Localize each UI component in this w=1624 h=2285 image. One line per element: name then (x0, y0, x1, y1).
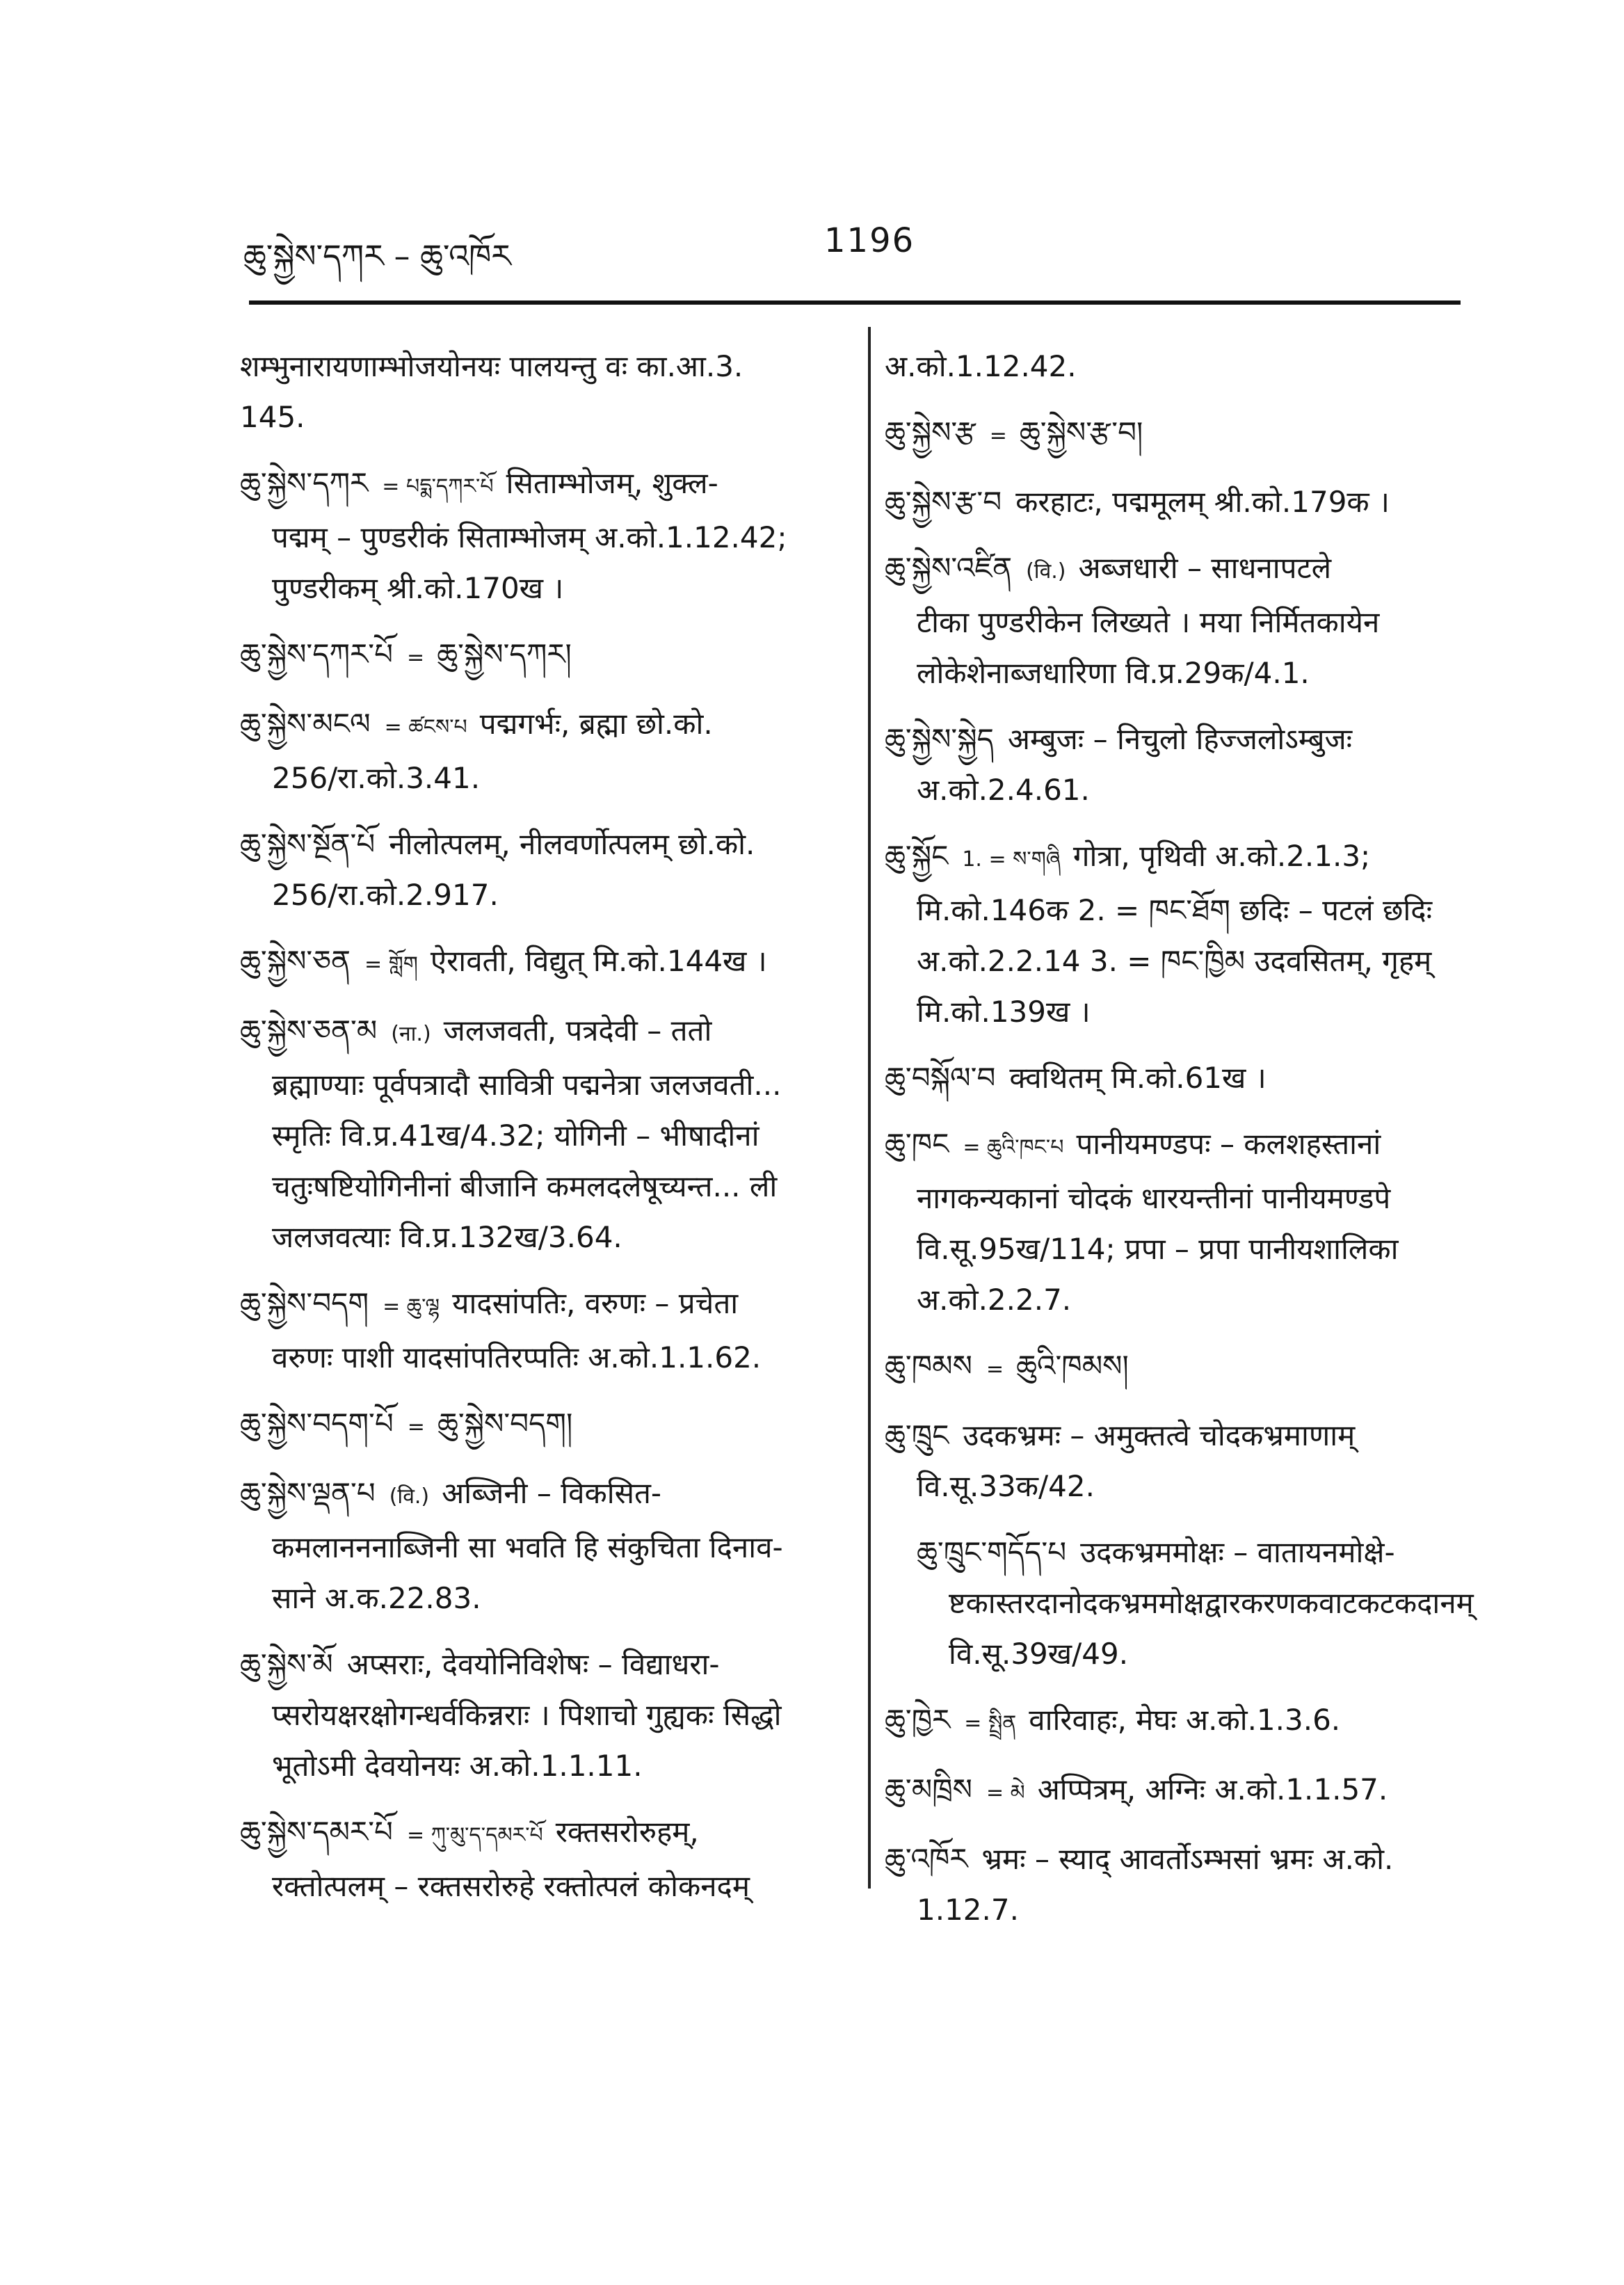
entry-line (240, 1212, 852, 1262)
dictionary-entry (885, 1340, 1490, 1395)
entry-line (885, 986, 1490, 1037)
column-divider (868, 327, 871, 1889)
entry-text: 256/रा.को.3.41. (272, 761, 481, 795)
entry-line (885, 648, 1490, 698)
entry-line (885, 1694, 1490, 1749)
entry-headword: ཆུ་སྐྱེས་མངལ (240, 707, 371, 741)
entry-text: जलजवत्याः वि.प्र.132ख/3.64. (272, 1220, 622, 1254)
entry-text: पद्मगर्भः, ब्रह्मा छो.को. (479, 707, 713, 741)
entry-text: उदकभ्रमः – अमुक्तत्वे चोदकभ्रमाणाम् (963, 1418, 1356, 1452)
dictionary-entry (885, 831, 1490, 1037)
dictionary-entry (240, 1398, 852, 1452)
entry-line (885, 1884, 1490, 1935)
dictionary-entry (240, 819, 852, 920)
entry-text: शम्भुनारायणाम्भोजयोनयः पालयन्तु वः का.आ.3. (240, 349, 743, 383)
entry-line (240, 512, 852, 563)
entry-text: भ्रमः – स्याद् आवर्तोऽम्भसां भ्रमः अ.को. (981, 1842, 1394, 1876)
entry-headword: ཆུ་སྐྱེས་རྩ (885, 415, 976, 449)
dictionary-entry (885, 1694, 1490, 1749)
entry-line (240, 1861, 852, 1911)
entry-tag: = (407, 1415, 425, 1439)
entry-tag: = (989, 424, 1007, 448)
dictionary-entry (240, 1468, 852, 1623)
dictionary-entry (240, 698, 852, 803)
entry-text: अ.को.2.2.7. (917, 1283, 1072, 1317)
entry-tag: = གློག (364, 952, 418, 977)
entry-line (240, 1806, 852, 1861)
entry-headword: ཆུ་སྐྱེས་རྩ་བ (885, 485, 1002, 519)
dictionary-entry (885, 1052, 1490, 1103)
entry-headword: ཆུ་སྐྱེས་སྐྱེད (885, 722, 994, 756)
entry-line (885, 1224, 1490, 1274)
entry-text: साने अ.क.22.83. (272, 1581, 481, 1615)
entry-text: कमलानननाब्जिनी सा भवति हि संकुचिता दिनाव- (272, 1530, 783, 1564)
entry-line (240, 341, 852, 392)
entry-line (885, 597, 1490, 648)
entry-line (917, 1578, 1490, 1628)
dictionary-entry (240, 1639, 852, 1791)
entry-text: अप्पित्रम्, अग्निः अ.को.1.1.57. (1037, 1772, 1388, 1806)
entry-text: पुण्डरीकम् श्री.को.170ख । (272, 571, 564, 605)
entry-tag: = སྤྲིན (964, 1711, 1017, 1735)
entry-text: जलजवती, पत्रदेवी – ततो (443, 1013, 712, 1048)
entry-line (885, 831, 1490, 885)
entry-text: पद्मम् – पुण्डरीकं सिताम्भोजम् अ.को.1.12.42; (272, 520, 787, 554)
entry-tag: = ཀུ་མུ་ད་དམར་པོ (406, 1823, 543, 1847)
entry-line (885, 936, 1490, 986)
dictionary-entry (885, 543, 1490, 698)
dictionary-entry (885, 476, 1490, 527)
entry-text: क्वथितम् मि.को.61ख । (1009, 1061, 1267, 1095)
entry-tag: = ཚངས་པ (384, 715, 467, 739)
entry-line (885, 1119, 1490, 1173)
entry-headword: ཆུ་སྐྱེས་འཛིན (885, 551, 1013, 585)
entry-headword: ཆུ་ཁྲུང་གདོད་པ (917, 1535, 1067, 1569)
entry-line (240, 1468, 852, 1522)
entry-line (885, 714, 1490, 764)
dictionary-entry (240, 629, 852, 683)
entry-text: ष्टकास्तरदानोदकभ्रममोक्षद्वारकरणकवाटकटकदानम् (949, 1586, 1474, 1620)
dictionary-entry (885, 1119, 1490, 1325)
entry-headword: ཆུ་མཁྲིས (885, 1772, 972, 1806)
entry-headword: ཆུ་སྐྱེས་དཀར (240, 466, 369, 500)
entry-text: टीका पुण्डरीकेन लिख्यते । मया निर्मितकायेन (917, 605, 1380, 639)
entry-text: वि.सू.95ख/114; प्रपा – प्रपा पानीयशालिका (917, 1232, 1399, 1266)
entry-line (240, 1278, 852, 1332)
entry-line (240, 936, 852, 990)
entry-headword: ཆུ་སྐྱེས་ཅན་མ (240, 1013, 378, 1048)
entry-headword: ཆུ་འཁོར (885, 1842, 968, 1876)
entry-headword: ཆུ་ཁྲུང (885, 1418, 949, 1452)
entry-line (240, 1690, 852, 1740)
entry-text: ཆུ་སྐྱེས་དཀར། (437, 637, 572, 671)
entry-tag: = པདྨ་དཀར་པོ (382, 474, 494, 499)
entry-headword: ཆུ་སྐྱེས་ལྡན་པ (240, 1476, 376, 1510)
entry-line (240, 819, 852, 869)
entry-text: अब्जिनी – विकसित- (442, 1476, 662, 1510)
entry-headword: ཆུ་བསྐོལ་བ (885, 1061, 996, 1095)
left-column (240, 341, 852, 1927)
entry-headword: ཆུ་སྐྱེས་དཀར་པོ (240, 637, 394, 671)
entry-text: रक्तोत्पलम् – रक्तसरोरुहे रक्तोत्पलं कोकनदम् (272, 1869, 750, 1903)
dictionary-entry (885, 714, 1490, 815)
entry-line (240, 458, 852, 512)
entry-line (240, 629, 852, 683)
entry-text: अम्बुजः – निचुलो हिज्जलोऽम्बुजः (1007, 722, 1353, 756)
entry-text: लोकेशेनाब्जधारिणा वि.प्र.29क/4.1. (917, 656, 1310, 690)
entry-line (885, 341, 1490, 392)
entry-text: प्सरोयक्षरक्षोगन्धर्वकिन्नराः । पिशाचो गुह्यकः सिद्धो (272, 1698, 782, 1732)
entry-continuation (885, 341, 1490, 392)
entry-headword: ཆུ་སྐྱེས་བདག (240, 1286, 369, 1320)
entry-text: वि.सू.39ख/49. (949, 1637, 1129, 1671)
entry-line (240, 1005, 852, 1059)
entry-headword: ཆུ་སྐྱོང (885, 839, 949, 873)
entry-line (240, 392, 852, 442)
entry-text: वि.सू.33क/42. (917, 1469, 1095, 1503)
header-rule (249, 300, 1461, 305)
entry-line (240, 1059, 852, 1110)
entry-text: ཆུ་སྐྱེས་རྩ་བ། (1019, 415, 1143, 449)
entry-text: यादसांपतिः, वरुणः – प्रचेता (452, 1286, 739, 1320)
entry-text: ཆུ་སྐྱེས་བདག། (437, 1406, 573, 1441)
entry-text: मि.को.146क 2. = ཁང་ཐོག छदिः – पटलं छदिः (917, 893, 1433, 927)
entry-text: नागकन्यकानां चोदकं धारयन्तीनां पानीयमण्डपे (917, 1181, 1391, 1215)
entry-tag: = ཆུ་ལྷ (383, 1294, 440, 1319)
dictionary-entry (240, 1806, 852, 1911)
entry-line (885, 1340, 1490, 1395)
entry-headword: ཆུ་སྐྱེས་ཅན (240, 944, 351, 978)
entry-text: उदकभ्रममोक्षः – वातायनमोक्षे- (1080, 1535, 1395, 1569)
entry-headword: ཆུ་སྐྱེས་བདག་པོ (240, 1406, 394, 1441)
entry-text: अ.को.2.4.61. (917, 773, 1090, 807)
entry-line (240, 1740, 852, 1791)
entry-headword: ཆུ་སྐྱེས་མོ (240, 1647, 333, 1681)
dictionary-entry (885, 1764, 1490, 1818)
entry-line (885, 476, 1490, 527)
entry-text: अब्जधारी – साधनापटले (1078, 551, 1332, 585)
entry-line (885, 885, 1490, 936)
entry-text: भूतोऽमी देवयोनयः अ.को.1.1.11. (272, 1749, 643, 1783)
entry-line (240, 563, 852, 614)
dictionary-entry (885, 1527, 1490, 1679)
entry-headword: ཆུ་ཁྱེར (885, 1703, 951, 1737)
entry-line (885, 1461, 1490, 1512)
entry-line (885, 1410, 1490, 1461)
entry-line (240, 1161, 852, 1212)
entry-text: सिताम्भोजम्, शुक्ल- (506, 466, 718, 500)
entry-tag: = མེ (986, 1781, 1025, 1805)
entry-text: ཆུའི་ཁམས། (1016, 1349, 1129, 1383)
entry-line (240, 1332, 852, 1383)
entry-line (885, 1173, 1490, 1224)
dictionary-entry (240, 458, 852, 614)
dictionary-entry (240, 936, 852, 990)
entry-tag: = ཆུའི་ཁང་པ (963, 1135, 1064, 1160)
entry-tag: (वि.) (1026, 559, 1066, 584)
entry-line (885, 543, 1490, 597)
dictionary-entry (240, 1005, 852, 1262)
entry-line (240, 1110, 852, 1161)
entry-tag: 1. = ས་གཞི (962, 847, 1061, 872)
entry-headword: ཆུ་སྐྱེས་དམར་པོ (240, 1815, 393, 1849)
entry-text: चतुःषष्टियोगिनीनां बीजानि कमलदलेषूच्यन्त... ली (272, 1169, 778, 1203)
entry-text: स्मृतिः वि.प्र.41ख/4.32; योगिनी – भीषादीनां (272, 1119, 759, 1153)
entry-text: वरुणः पाशी यादसांपतिरप्पतिः अ.को.1.1.62. (272, 1340, 762, 1374)
entry-tag: (ना.) (391, 1022, 431, 1046)
entry-line (240, 869, 852, 920)
entry-line (885, 1274, 1490, 1325)
page-number: 1196 (824, 221, 915, 260)
dictionary-entry (885, 1834, 1490, 1935)
entry-line (240, 698, 852, 753)
entry-line (885, 1052, 1490, 1103)
entry-text: अ.को.1.12.42. (885, 349, 1077, 383)
entry-tag: = (986, 1357, 1004, 1381)
entry-text: 256/रा.को.2.917. (272, 878, 499, 912)
entry-headword: ཆུ་ཁང (885, 1127, 949, 1161)
dictionary-entry (885, 1410, 1490, 1512)
entry-line (240, 1639, 852, 1690)
entry-text: वारिवाहः, मेघः अ.को.1.3.6. (1029, 1703, 1341, 1737)
entry-line (885, 1834, 1490, 1884)
entry-text: ब्रह्माण्याः पूर्वपत्रादौ सावित्री पद्मनेत्रा जलजवती... (272, 1068, 782, 1102)
entry-tag: = (407, 646, 425, 670)
entry-text: नीलोत्पलम्, नीलवर्णोत्पलम् छो.को. (389, 827, 755, 861)
entry-text: गोत्रा, पृथिवी अ.को.2.1.3; (1072, 839, 1371, 873)
dictionary-entry (885, 407, 1490, 461)
entry-line (885, 407, 1490, 461)
entry-text: रक्तसरोरुहम्, (555, 1815, 699, 1849)
entry-line (240, 1522, 852, 1573)
entry-text: 145. (240, 400, 305, 434)
entry-line (240, 1573, 852, 1623)
entry-headword: ཆུ་ཁམས (885, 1349, 972, 1383)
entry-line (917, 1527, 1490, 1578)
entry-continuation (240, 341, 852, 442)
entry-line (885, 764, 1490, 815)
entry-line (240, 753, 852, 803)
entry-text: अ.को.2.2.14 3. = ཁང་ཁྱིམ उदवसितम्, गृहम् (917, 944, 1432, 978)
entry-line (917, 1628, 1490, 1679)
entry-text: ऐरावती, विद्युत् मि.को.144ख । (430, 944, 767, 978)
dictionary-entry (240, 1278, 852, 1383)
entry-headword: ཆུ་སྐྱེས་སྔོན་པོ (240, 827, 376, 861)
entry-text: पानीयमण्डपः – कलशहस्तानां (1076, 1127, 1381, 1161)
entry-text: करहाटः, पद्ममूलम् श्री.को.179क । (1015, 485, 1390, 519)
entry-text: 1.12.7. (917, 1893, 1019, 1927)
entry-text: मि.को.139ख । (917, 995, 1091, 1029)
entry-line (240, 1398, 852, 1452)
entry-text: अप्सराः, देवयोनिविशेषः – विद्याधरा- (346, 1647, 720, 1681)
entry-tag: (वि.) (389, 1484, 430, 1509)
right-column (885, 341, 1490, 1950)
running-head: ཆུ་སྐྱེས་དཀར – ཆུ་འཁོར (243, 237, 511, 275)
entry-line (885, 1764, 1490, 1818)
